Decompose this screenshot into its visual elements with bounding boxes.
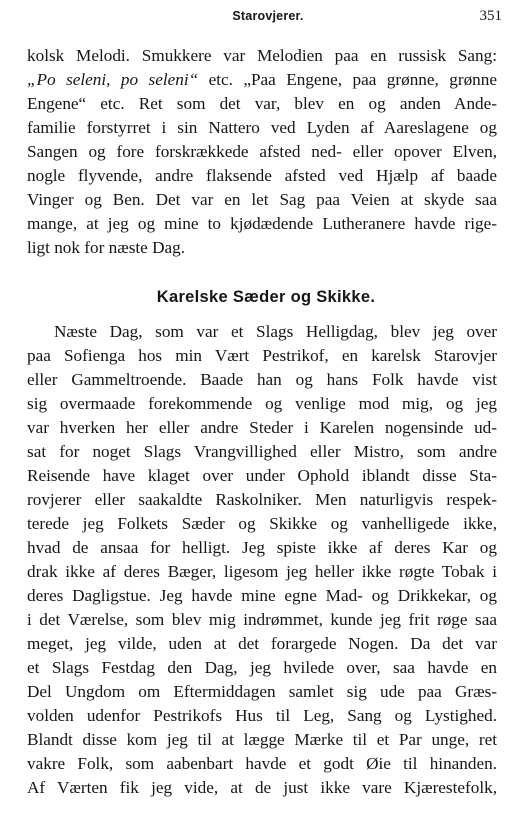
text-line: familie forstyrret i sin Nattero ved Lyden af Aareslagene og (27, 118, 497, 137)
text-line: i det Værelse, som blev mig indrømmet, kunde jeg frit røge saa (27, 610, 497, 629)
text-line: Næste Dag, som var et Slags Helligdag, blev jeg over (54, 322, 497, 341)
text-line: deres Dagligstue. Jeg havde mine egne Mad- og Drikkekar, og (27, 586, 497, 605)
text-line: Del Ungdom om Eftermiddagen samlet sig ude paa Græs- (27, 682, 497, 701)
text-line: eller Gammeltroende. Baade han og hans Folk havde vist (27, 370, 497, 389)
page-number: 351 (479, 8, 502, 24)
section-heading: Karelske Sæder og Skikke. (156, 288, 376, 306)
text-line: meget, jeg vilde, uden at det forargede Nogen. Da det var (27, 634, 497, 653)
text-line: nogle flyvende, andre flaksende afsted ved Hjælp af baade (27, 166, 497, 185)
text-line: rovjerer eller saakaldte Raskolniker. Men naturligvis respek- (27, 490, 497, 509)
running-head (26, 9, 502, 31)
text-line: hvad de ansaa for helligt. Jeg spiste ikke af deres Kar og (27, 538, 497, 557)
text-line: terede jeg Folkets Sæder og Skikke og vanhelligede ikke, (27, 514, 497, 533)
text-line: paa Sofienga hos min Vært Pestrikof, en karelsk Starovjer (27, 346, 497, 365)
text-line: et Slags Festdag den Dag, jeg hvilede over, saa havde en (27, 658, 497, 677)
paragraph-2 (27, 320, 497, 800)
text-line: Af Værten fik jeg vide, at de just ikke vare Kjærestefolk, (27, 778, 497, 797)
text-line: Sangen og fore forskrækkede afsted ned- eller opover Elven, (27, 142, 497, 161)
text-line: Reisende have klaget over under Ophold iblandt disse Sta- (27, 466, 497, 485)
text-line-rest: etc. „Paa Engene, paa grønne, grønne (208, 70, 497, 89)
text-line-with-italic (27, 68, 497, 92)
text-line: vakre Folk, som aabenbart havde et godt Øie til hinanden. (27, 754, 497, 773)
text-line: var hverken her eller andre Steder i Karelen nogensinde ud- (27, 418, 497, 437)
text-line: sat for noget Slags Vrangvillighed eller Mistro, som andre (27, 442, 497, 461)
text-line: kolsk Melodi. Smukkere var Melodien paa en russisk Sang: (27, 46, 497, 65)
text-line: Engene“ etc. Ret som det var, blev en og anden Ande- (27, 94, 497, 113)
paragraph-1 (27, 44, 497, 260)
text-line: volden udenfor Pestrikofs Hus til Leg, Sang og Lystighed. (27, 706, 497, 725)
running-title: Starovjerer. (232, 9, 304, 23)
text-line: mange, at jeg og mine to kjødædende Lutheranere havde rige- (27, 214, 497, 233)
text-line: drak ikke af deres Bæger, ligesom jeg heller ikke røgte Tobak i (27, 562, 497, 581)
text-line: Vinger og Ben. Det var en let Sag paa Veien at skyde saa (27, 190, 497, 209)
text-line: ligt nok for næste Dag. (27, 238, 186, 257)
text-line: sig overmaade forekommende og venlige mod mig, og jeg (27, 394, 497, 413)
italic-song-title: „Po seleni, po seleni“ (27, 70, 199, 89)
text-line: Blandt disse kom jeg til at lægge Mærke til et Par unge, ret (27, 730, 497, 749)
